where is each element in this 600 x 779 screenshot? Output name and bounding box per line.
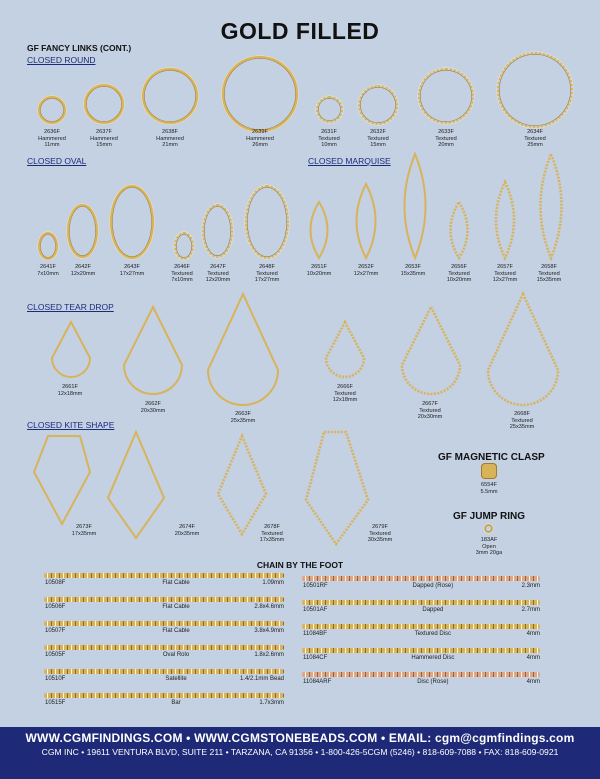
caption-2667f: 2667F Textured 20x30mm: [417, 401, 443, 421]
oval-2647f: [202, 204, 233, 258]
ring-2631f: [316, 96, 343, 123]
caption-2653f: 2653F 15x35mm: [400, 264, 426, 277]
teardrop-2663f: [204, 292, 282, 408]
section-closed-kite-shape: CLOSED KITE SHAPE: [27, 420, 115, 430]
caption-2656f: 2656F Textured 10x20mm: [446, 264, 472, 284]
caption-2652f: 2652F 12x27mm: [353, 264, 379, 277]
clasp-title: GF MAGNETIC CLASP: [438, 452, 545, 463]
caption-2639f: 2639F Hammered 26mm: [246, 129, 274, 149]
clasp-image: [482, 464, 496, 478]
caption-2631f: 2631F Textured 10mm: [318, 129, 340, 149]
kite-2679f: [302, 428, 372, 548]
oval-2646f: [174, 232, 194, 260]
caption-2678f: 2678F Textured 17x35mm: [259, 524, 285, 544]
right-chain-code: 11084CF: [303, 655, 328, 661]
left-chain-size: 1.8x2.6mm: [254, 652, 284, 658]
caption-2647f: 2647F Textured 12x20mm: [205, 264, 231, 284]
right-chain-image: [302, 648, 540, 653]
caption-2633f: 2633F Textured 20mm: [435, 129, 457, 149]
teardrop-2666f: [322, 320, 368, 380]
caption-6554f: 6554F 5.5mm: [480, 482, 498, 495]
jump-ring-image: [484, 524, 493, 533]
footer-websites: WWW.CGMFINDINGS.COM • WWW.CGMSTONEBEADS.COM • EMAIL: cgm@cgmfindings.com: [25, 731, 575, 745]
left-chain-name: Flat Cable: [162, 628, 190, 634]
right-chain-code: 10501RF: [303, 583, 328, 589]
oval-2641f: [38, 232, 58, 260]
jump-ring-title: GF JUMP RING: [453, 511, 526, 522]
left-chain-code: 10505F: [45, 652, 66, 658]
ring-2636f: [38, 96, 66, 124]
right-chain-image: [302, 672, 540, 677]
left-chain-code: 10508F: [45, 580, 66, 586]
left-chain-image: [44, 597, 284, 602]
right-chain-image: [302, 624, 540, 629]
left-chain-code: 10515F: [45, 700, 66, 706]
right-chain-name: Disc (Rose): [417, 679, 449, 685]
ring-2632f: [358, 85, 398, 125]
caption-2637f: 2637F Hammered 15mm: [90, 129, 118, 149]
left-chain-code: 10510F: [45, 676, 66, 682]
right-chain-size: 4mm: [526, 679, 540, 685]
marquise-2653f: [392, 152, 438, 260]
marquise-2652f: [345, 182, 387, 260]
caption-2634f: 2634F Textured 25mm: [524, 129, 546, 149]
caption-2648f: 2648F Textured 17x27mm: [254, 264, 280, 284]
caption-2646f: 2646F Textured 7x10mm: [171, 264, 193, 284]
right-chain-code: 10501AF: [303, 607, 328, 613]
right-chain-size: 2.7mm: [521, 607, 540, 613]
left-chain-image: [44, 573, 284, 578]
right-chain-name: Dapped: [422, 607, 444, 613]
right-chain-image: [302, 600, 540, 605]
kite-2678f: [214, 432, 270, 538]
marquise-2657f: [485, 180, 525, 260]
caption-2642f: 2642F 12x20mm: [70, 264, 96, 277]
caption-2674f: 2674F 20x35mm: [174, 524, 200, 537]
left-chain-size: 2.8x4.6mm: [254, 604, 284, 610]
page-title: GOLD FILLED: [220, 18, 380, 44]
marquise-2658f: [528, 152, 574, 260]
caption-2662f: 2662F 20x30mm: [140, 401, 166, 414]
chain-title: CHAIN BY THE FOOT: [256, 560, 344, 570]
left-chain-size: 1.7x3mm: [259, 700, 284, 706]
marquise-2651f: [300, 200, 338, 260]
ring-2637f: [84, 84, 124, 124]
section-closed-marquise: CLOSED MARQUISE: [308, 156, 391, 166]
ring-2639f: [222, 56, 298, 132]
ring-2638f: [142, 68, 198, 124]
teardrop-2662f: [120, 305, 186, 397]
ring-2634f: [497, 52, 573, 128]
kite-2673f: [28, 432, 94, 528]
right-chain-name: Dapped (Rose): [412, 583, 454, 589]
left-chain-size: 1.4/2.1mm Bead: [239, 676, 284, 682]
caption-2643f: 2643F 17x27mm: [119, 264, 145, 277]
right-chain-size: 4mm: [526, 631, 540, 637]
kite-2674f: [104, 428, 168, 542]
right-chain-code: 11084ARF: [303, 679, 332, 685]
caption-2632f: 2632F Textured 15mm: [367, 129, 389, 149]
left-chain-name: Bar: [171, 700, 181, 706]
left-chain-image: [44, 645, 284, 650]
section-closed-tear-drop: CLOSED TEAR DROP: [27, 302, 114, 312]
right-chain-name: Hammered Disc: [411, 655, 455, 661]
caption-2679f: 2679F Textured 30x35mm: [367, 524, 393, 544]
caption-2673f: 2673F 17x35mm: [71, 524, 97, 537]
caption-2668f: 2668F Textured 25x35mm: [509, 411, 535, 431]
caption-2638f: 2638F Hammered 21mm: [156, 129, 184, 149]
caption-2651f: 2651F 10x20mm: [306, 264, 332, 277]
left-chain-name: Oval Rolo: [162, 652, 190, 658]
marquise-2656f: [440, 200, 478, 260]
right-chain-name: Textured Disc: [414, 631, 452, 637]
caption-2636f: 2636F Hammered 11mm: [38, 129, 66, 149]
left-chain-size: 1.09mm: [262, 580, 284, 586]
caption-2666f: 2666F Textured 12x18mm: [332, 384, 358, 404]
right-chain-size: 4mm: [526, 655, 540, 661]
left-chain-image: [44, 621, 284, 626]
footer-address: CGM INC • 19611 VENTURA BLVD, SUITE 211 • TARZANA, CA 91356 • 1-800-426-5CGM (5246) • 818-609-7088 • FAX: 818-609-0921: [41, 747, 559, 757]
teardrop-2668f: [484, 292, 562, 408]
caption-2663f: 2663F 25x35mm: [230, 411, 256, 424]
caption-2658f: 2658F Textured 15x35mm: [536, 264, 562, 284]
section-closed-round: CLOSED ROUND: [27, 55, 96, 65]
section-closed-oval: CLOSED OVAL: [27, 156, 87, 166]
caption-183af: 183AF Open 3mm 20ga: [475, 537, 503, 557]
left-chain-name: Satellite: [165, 676, 187, 682]
caption-2641f: 2641F 7x10mm: [37, 264, 59, 277]
teardrop-2661f: [48, 320, 94, 380]
left-chain-code: 10507F: [45, 628, 66, 634]
oval-2643f: [110, 185, 154, 259]
left-chain-code: 10506F: [45, 604, 66, 610]
right-chain-size: 2.3mm: [521, 583, 540, 589]
teardrop-2667f: [398, 305, 464, 397]
footer: [0, 727, 600, 779]
left-chain-name: Flat Cable: [162, 604, 190, 610]
left-chain-image: [44, 669, 284, 674]
right-chain-image: [302, 576, 540, 581]
caption-2661f: 2661F 12x18mm: [57, 384, 83, 397]
left-chain-image: [44, 693, 284, 698]
right-chain-code: 11084BF: [303, 631, 327, 637]
ring-2633f: [418, 68, 474, 124]
oval-2648f: [245, 185, 289, 259]
caption-2657f: 2657F Textured 12x27mm: [492, 264, 518, 284]
left-chain-size: 3.8x4.9mm: [254, 628, 284, 634]
subtitle: GF FANCY LINKS (CONT.): [27, 43, 132, 53]
left-chain-name: Flat Cable: [162, 580, 190, 586]
oval-2642f: [67, 204, 98, 258]
